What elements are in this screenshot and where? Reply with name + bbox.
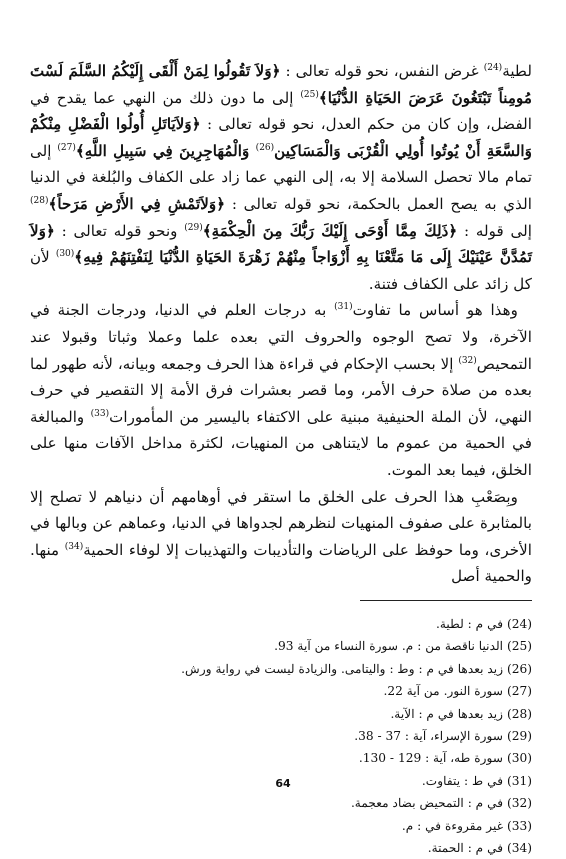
footnote-ref-26: (26) xyxy=(255,142,275,153)
footnote-item xyxy=(30,658,532,680)
page-number: 64 xyxy=(275,777,291,790)
text-run: لطية xyxy=(502,62,532,80)
paragraph-1 xyxy=(30,58,532,297)
footnote-item xyxy=(30,837,532,859)
paragraph-3 xyxy=(30,484,532,590)
quran-quote: ﴿وَلاَ تَمُدَّنَّ عَيْنَيْكَ إِلَى مَا مَتَّعْنَا بِهِ أَزْوَاجاً مِنْهُمْ زَهْرَةَ الحَيَاةِ الدُّنْيَا لِنَفْتِنَهُمْ فِيهِ﴾ xyxy=(30,221,532,267)
footnote-item xyxy=(30,680,532,702)
quran-quote: ﴿وَلاَ تَقُولُوا لِمَنْ أَلْقَى إِلَيْكُمُ السَّلَمَ لَسْتَ مُومِناً تَبْتَغُونَ عَرَضَ الحَيَاةِ الدُّنْيَا﴾ xyxy=(30,62,532,107)
footnote-number: (33) xyxy=(506,818,532,833)
text-run: غرض النفس، نحو قوله تعالى : xyxy=(280,62,484,80)
quran-quote: وَالْمُهَاجِرِينَ فِي سَبِيلِ اللَّهِ﴾ xyxy=(75,141,256,160)
footnote-text: سورة الإسراء، آية : 37 - 38. xyxy=(354,728,504,743)
footnote-item xyxy=(30,792,532,814)
footnote-item xyxy=(30,725,532,747)
quran-quote: ﴿وَلاَتَمْشِ فِي الأَرْضِ مَرَحاً﴾ xyxy=(48,194,226,213)
quran-quote: ﴿ذَلِكَ مِمَّا أَوْحَى إِلَيْكَ رَبُّكَ مِنَ الْحِكْمَةِ﴾ xyxy=(202,221,458,240)
footnote-item xyxy=(30,635,532,657)
footnote-ref-25: (25) xyxy=(300,89,319,100)
footnote-text: في م : الحمتة. xyxy=(427,840,504,855)
text-run: إلى تمام مالا تحصل السلامة إلا به، إلى النهي عما زاد على الكفاف والبُلغة في الدنيا الذي به يصح العمل بالحكمة، نحو قوله تعالى : xyxy=(30,141,532,213)
footnote-number: (27) xyxy=(506,684,532,699)
footnote-number: (25) xyxy=(506,639,532,654)
footnote-number: (30) xyxy=(506,751,532,766)
footnote-ref-34: (34) xyxy=(64,541,84,552)
footnote-text: زيد بعدها في م : وط : واليتامى. والزيادة ليست في رواية ورش. xyxy=(181,661,504,676)
footnote-ref-32: (32) xyxy=(458,355,477,366)
footnote-text: في ط : يتفاوت. xyxy=(421,773,504,788)
paragraph-2 xyxy=(30,297,532,483)
footnote-divider xyxy=(360,600,532,601)
text-run: به درجات العلم في الدنيا، ودرجات الجنة في الآخرة، ولا تصح الوجوه والحروف التي بعده علما وعملا وثباتا وقبولا عند التمحيص xyxy=(30,301,532,373)
footnote-number: (24) xyxy=(506,616,532,631)
footnote-ref-33: (33) xyxy=(90,408,110,419)
footnote-ref-29: (29) xyxy=(184,222,203,233)
text-run: إلى قوله : xyxy=(457,221,533,240)
quran-quote: ﴿وَلاَيَاتَلِ أُولُوا الْفَضْلِ مِنْكُمْ وَالسَّعَةِ أَنْ يُوتُوا أُولِي الْقُرْبَى وَالْمَسَاكِين xyxy=(30,115,532,160)
footnote-item xyxy=(30,613,532,635)
footnote-text: زيد بعدها في م : الآية. xyxy=(390,706,504,721)
footnote-number: (34) xyxy=(506,840,532,855)
footnote-number: (26) xyxy=(506,661,532,676)
text-run: لأن كل زائد على الكفاف فتنة. xyxy=(30,248,532,293)
footnote-ref-27: (27) xyxy=(57,142,76,153)
text-run: إلى ما دون ذلك من النهي عما يقدح في الفضل، وإن كان من حكم العدل، نحو قوله تعالى : xyxy=(30,88,532,134)
text-run: وبِصَعْبِ هذا الحرف على الخلق ما استقر في أوهامهم أن دنياهم لا تصلح إلا بالمثابرة على صفوف المنهيات لنظرهم لجدواها في الدنيا، وعماهم عن وبالها في الأخرى، وما حوفظ على الرياضات والتأديبات والتهذيبات إلا لوفاء الحمية xyxy=(30,487,532,559)
text-run: وهذا هو أساس ما تفاوت xyxy=(352,301,518,320)
footnote-ref-30: (30) xyxy=(55,249,75,260)
text-run: ونحو قوله تعالى : xyxy=(54,221,185,240)
footnote-text: سورة النور. من آية 22. xyxy=(383,684,504,699)
footnote-ref-31: (31) xyxy=(334,302,353,313)
footnote-number: (31) xyxy=(506,773,532,788)
footnote-text: غير مقروءة في : م. xyxy=(401,818,504,833)
footnote-number: (29) xyxy=(506,728,532,743)
footnote-text: في م : التمحيض بضاد معجمة. xyxy=(350,796,504,811)
main-text xyxy=(30,58,532,590)
text-run: منها. والحمية أصل xyxy=(30,540,532,586)
text-run: والمبالغة في الحمية من عموم ما لايتناهى من المنهيات، لكثرة مداخل الآفات منها على الخلق، فيما بعد الموت. xyxy=(30,407,532,479)
footnote-ref-24: (24) xyxy=(483,62,503,73)
footnote-number: (28) xyxy=(506,706,532,721)
footnote-text: في م : لطية. xyxy=(436,616,504,631)
footnote-text: الدنيا ناقصة من : م. سورة النساء من آية 93. xyxy=(274,639,504,654)
footnote-text: سورة طه، آية : 129 - 130. xyxy=(358,751,504,766)
footnotes-list xyxy=(30,613,532,859)
footnote-item xyxy=(30,703,532,725)
footnote-item xyxy=(30,747,532,769)
text-run: إلا بحسب الإحكام في قراءة هذا الحرف وجمعه وبيانه، لأنه طهور لما بعده من صلاة حرف الأمر، وما قصر بعشرات فرق الأمة إلا التقصير في حرف النهي، لأن الملة الحنيفية مبنية على الاكتفاء باليسير من المأمورات xyxy=(30,354,532,426)
footnote-number: (32) xyxy=(506,796,532,811)
footnote-ref-28: (28) xyxy=(30,195,49,206)
